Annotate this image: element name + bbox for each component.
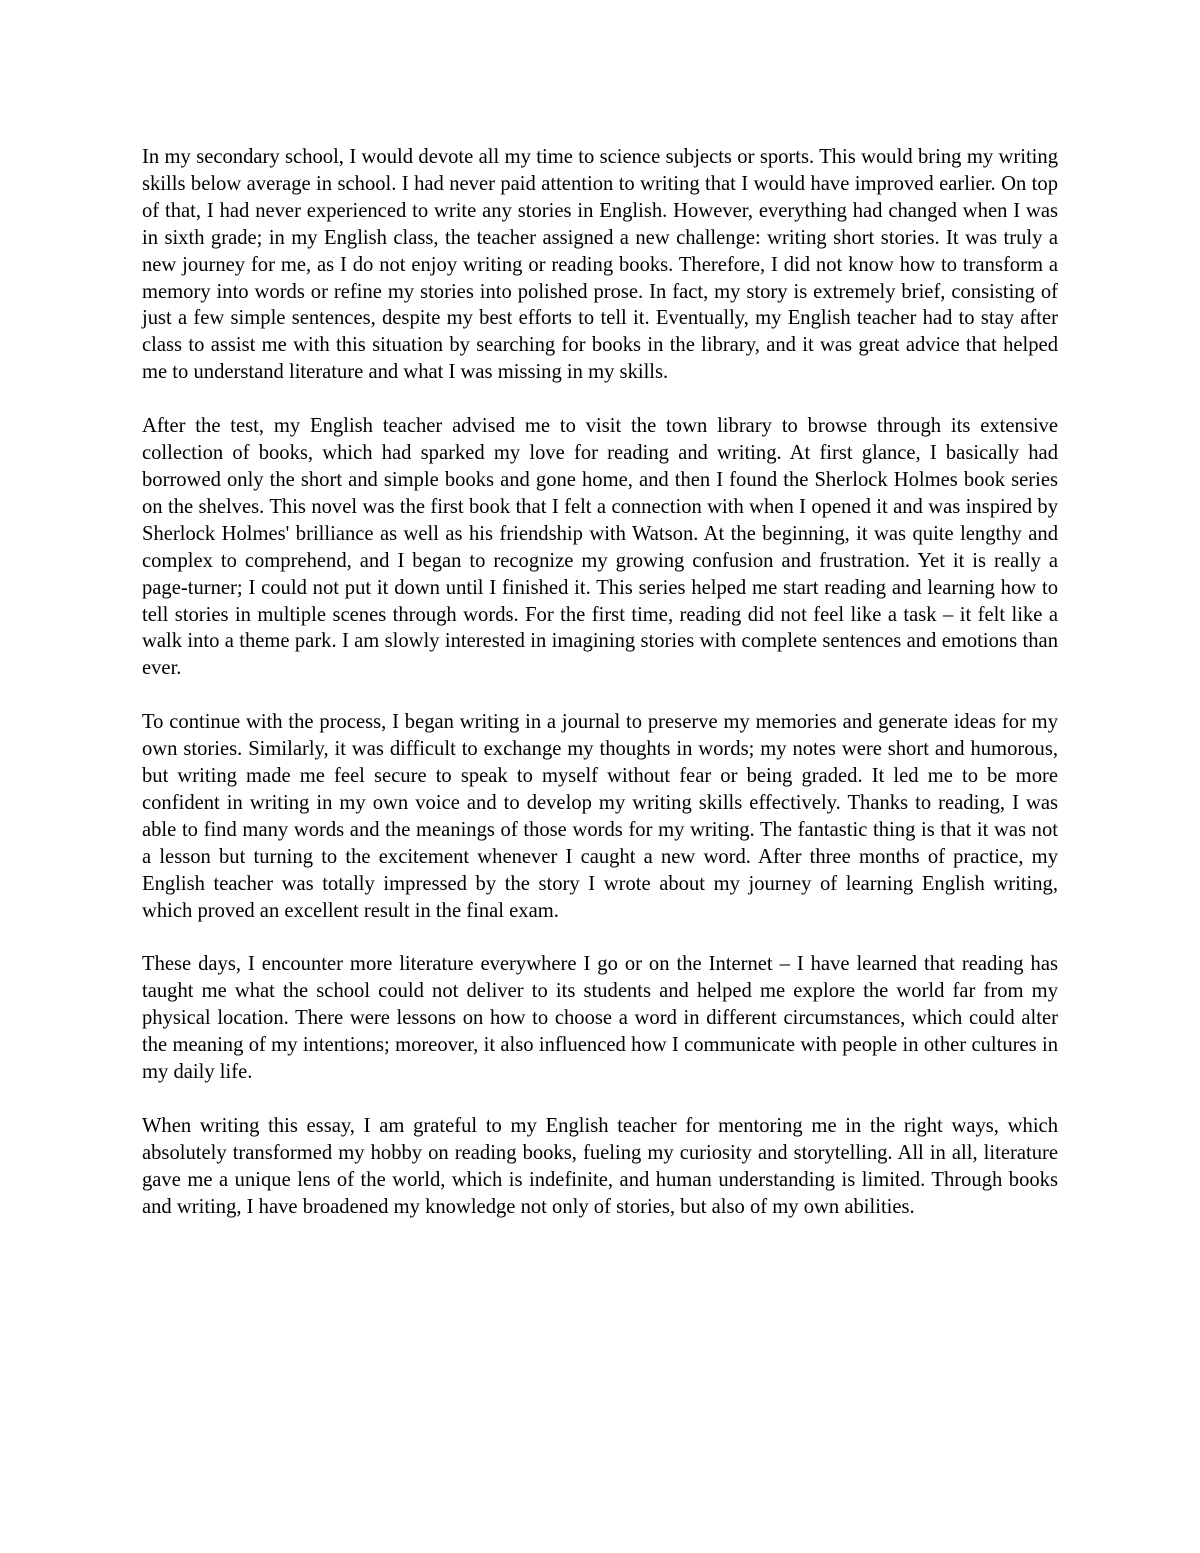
paragraph-1: In my secondary school, I would devote all my time to science subjects or sports. This would bring my writing skills below average in school. I had never paid attention to writing that I would have improved earlier. On top of that, I had never experienced to write any stories in English. However, everything had changed when I was in sixth grade; in my English class, the teacher assigned a new challenge: writing short stories. It was truly a new journey for me, as I do not enjoy writing or reading books. Therefore, I did not know how to transform a memory into words or refine my stories into polished prose. In fact, my story is extremely brief, consisting of just a few simple sentences, despite my best efforts to tell it. Eventually, my English teacher had to stay after class to assist me with this situation by searching for books in the library, and it was great advice that helped me to understand literature and what I was missing in my skills. <box>142 146 1058 384</box>
paragraph-4: These days, I encounter more literature everywhere I go or on the Internet – I have learned that reading has taught me what the school could not deliver to its students and helped me explore the world far from my physical location. There were lessons on how to choose a word in different circumstances, which could alter the meaning of my intentions; moreover, it also influenced how I communicate with people in other cultures in my daily life. <box>142 953 1058 1084</box>
paragraph-3: To continue with the process, I began writing in a journal to preserve my memories and generate ideas for my own stories. Similarly, it was difficult to exchange my thoughts in words; my notes were short and humorous, but writing made me feel secure to speak to myself without fear or being graded. It led me to be more confident in writing in my own voice and to develop my writing skills effectively. Thanks to reading, I was able to find many words and the meanings of those words for my writing. The fantastic thing is that it was not a lesson but turning to the excitement whenever I caught a new word. After three months of practice, my English teacher was totally impressed by the story I wrote about my journey of learning English writing, which proved an excellent result in the final exam. <box>142 711 1058 922</box>
essay-body <box>142 144 1058 1221</box>
paragraph-2: After the test, my English teacher advised me to visit the town library to browse through its extensive collection of books, which had sparked my love for reading and writing. At first glance, I basically had borrowed only the short and simple books and gone home, and then I found the Sherlock Holmes book series on the shelves. This novel was the first book that I felt a connection with when I opened it and was inspired by Sherlock Holmes' brilliance as well as his friendship with Watson. At the beginning, it was quite lengthy and complex to comprehend, and I began to recognize my growing confusion and frustration. Yet it is really a page-turner; I could not put it down until I finished it. This series helped me start reading and learning how to tell stories in multiple scenes through words. For the first time, reading did not feel like a task – it felt like a walk into a theme park. I am slowly interested in imagining stories with complete sentences and emotions than ever. <box>142 415 1058 680</box>
paragraph-5: When writing this essay, I am grateful to my English teacher for mentoring me in the right ways, which absolutely transformed my hobby on reading books, fueling my curiosity and storytelling. All in all, literature gave me a unique lens of the world, which is indefinite, and human understanding is limited. Through books and writing, I have broadened my knowledge not only of stories, but also of my own abilities. <box>142 1115 1058 1218</box>
